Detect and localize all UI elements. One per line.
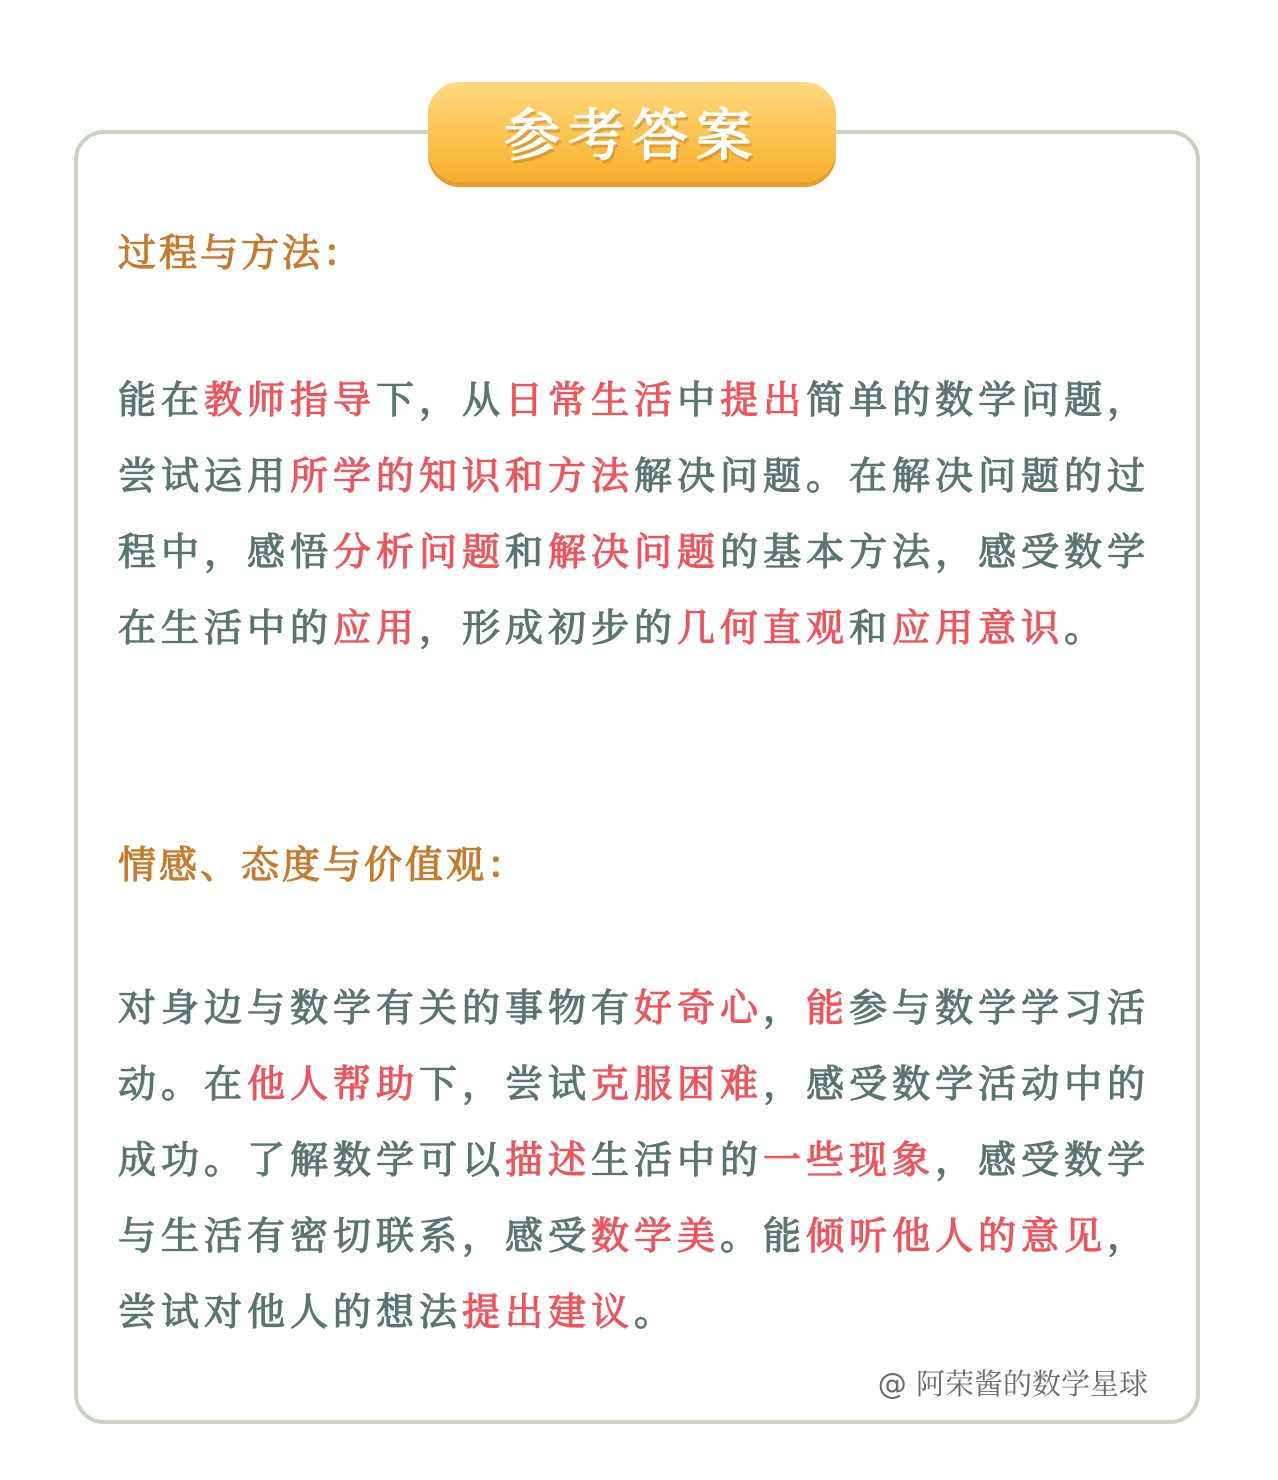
highlight-phrase: 克服困难 (591, 1062, 764, 1106)
highlight-phrase: 描述 (505, 1138, 592, 1182)
section-body-process (118, 362, 1178, 666)
body-text: 参与数学学习活动。在 (118, 986, 1151, 1106)
body-text: ， (763, 986, 807, 1030)
body-text: ，感受数学活动中的成功。了解数学可以 (118, 1062, 1151, 1182)
highlight-phrase: 教师指导 (204, 378, 377, 422)
body-text: 和 (505, 530, 549, 574)
author-credit: @ 阿荣酱的数学星球 (877, 1367, 1148, 1401)
answer-badge (428, 82, 836, 182)
body-text: 。能 (720, 1214, 807, 1258)
highlight-phrase: 数学美 (591, 1214, 721, 1258)
highlight-phrase: 应用意识 (892, 606, 1065, 650)
body-text: 解决问题。在解决问题的过程中，感悟 (118, 454, 1151, 574)
highlight-phrase: 倾听他人的意见 (806, 1214, 1108, 1258)
section-body-attitude (118, 970, 1178, 1350)
highlight-phrase: 几何直观 (677, 606, 850, 650)
highlight-phrase: 所学的知识和方法 (290, 454, 635, 498)
body-text: 对身边与数学有关的事物有 (118, 986, 635, 1030)
highlight-phrase: 能 (806, 986, 850, 1030)
body-text: ，形成初步的 (419, 606, 678, 650)
body-text: 简单的数学问题，尝试运用 (118, 378, 1151, 498)
body-text: 下，从 (376, 378, 506, 422)
badge-title: 参考答案 (504, 104, 760, 169)
highlight-phrase: 分析问题 (333, 530, 506, 574)
highlight-phrase: 提出 (720, 378, 807, 422)
section-heading-process: 过程与方法： (118, 231, 365, 275)
highlight-phrase: 提出建议 (462, 1290, 635, 1334)
body-text: 的基本方法，感受数学在生活中的 (118, 530, 1151, 650)
highlight-phrase: 他人帮助 (247, 1062, 420, 1106)
body-text: 。 (634, 1290, 678, 1334)
body-text: ，感受数学与生活有密切联系，感受 (118, 1138, 1151, 1258)
highlight-phrase: 一些现象 (763, 1138, 936, 1182)
highlight-phrase: 好奇心 (634, 986, 764, 1030)
body-text: 中 (677, 378, 721, 422)
section-heading-attitude: 情感、态度与价值观： (118, 843, 529, 887)
highlight-phrase: 应用 (333, 606, 420, 650)
body-text: 和 (849, 606, 893, 650)
body-text: 生活中的 (591, 1138, 764, 1182)
highlight-phrase: 解决问题 (548, 530, 721, 574)
body-text: 能在 (118, 378, 205, 422)
highlight-phrase: 日常生活 (505, 378, 678, 422)
body-text: 。 (1064, 606, 1108, 650)
body-text: 下，尝试 (419, 1062, 592, 1106)
body-text: ，尝试对他人的想法 (118, 1214, 1151, 1334)
